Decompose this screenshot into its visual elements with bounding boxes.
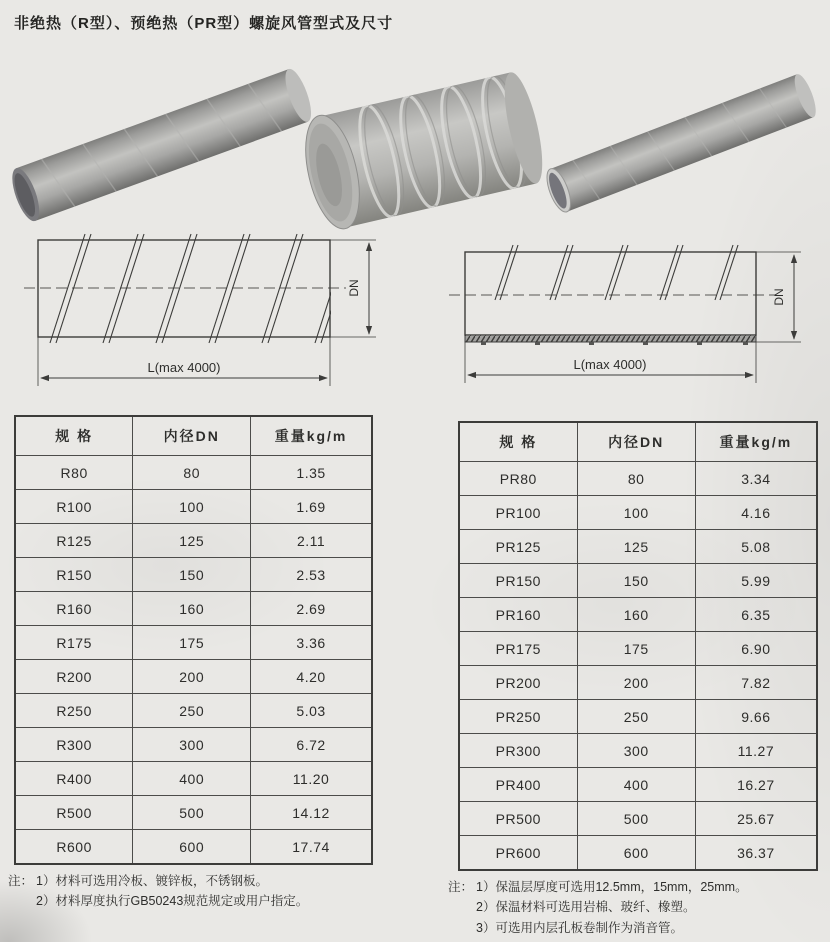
pr-notes [448,877,828,938]
dn-cell: 80 [133,456,251,490]
dn-cell: 500 [133,796,251,830]
table-row [15,830,372,865]
pr-spec-table [458,421,818,871]
r-spec-table [14,415,373,865]
col-header-dn: 内径DN [577,422,695,462]
table-row [15,626,372,660]
table-row [459,768,817,802]
col-header-weight: 重量kg/m [251,416,372,456]
table-row [459,734,817,768]
spec-cell: PR300 [459,734,577,768]
spec-cell: R400 [15,762,133,796]
dn-cell: 400 [133,762,251,796]
dn-cell: 125 [133,524,251,558]
spec-cell: PR80 [459,462,577,496]
spec-cell: PR150 [459,564,577,598]
spec-cell: PR125 [459,530,577,564]
weight-cell: 7.82 [695,666,817,700]
photo-spiral-duct-left [7,66,317,224]
r-spec-table-wrap [14,415,373,865]
dn-dimension-label: DN [347,279,361,297]
length-dimension-label: L(max 4000) [147,360,221,375]
table-row [459,598,817,632]
spec-cell: R80 [15,456,133,490]
table-row [459,462,817,496]
notes-label: 注： [448,880,474,894]
dn-cell: 300 [577,734,695,768]
note-line: 1）材料可选用冷板、镀锌板，不锈钢板。 [36,874,268,888]
note-line: 2）保温材料可选用岩棉、玻纤、橡塑。 [476,900,696,915]
weight-cell: 5.03 [251,694,372,728]
dn-cell: 250 [133,694,251,728]
spec-cell: PR200 [459,666,577,700]
weight-cell: 1.69 [251,490,372,524]
table-row [15,762,372,796]
note-line: 3）可选用内层孔板卷制作为消音管。 [476,920,683,935]
col-header-spec: 规 格 [15,416,133,456]
table-row [459,700,817,734]
r-duct-drawing [18,230,418,400]
dn-cell: 150 [577,564,695,598]
note-line: 1）保温层厚度可选用12.5mm，15mm，25mm。 [476,880,748,894]
table-row [459,564,817,598]
table-row [15,660,372,694]
weight-cell: 4.20 [251,660,372,694]
spec-cell: PR500 [459,802,577,836]
note-line: 2）材料厚度执行GB50243规范规定或用户指定。 [36,894,309,909]
table-row [459,530,817,564]
table-row [459,496,817,530]
length-dimension-label: L(max 4000) [573,357,647,372]
dn-cell: 100 [577,496,695,530]
header-row [15,416,372,456]
weight-cell: 16.27 [695,768,817,802]
dn-cell: 500 [577,802,695,836]
header-row [459,422,817,462]
spec-cell: PR600 [459,836,577,871]
weight-cell: 6.90 [695,632,817,666]
photo-spiral-duct-right [542,72,820,215]
weight-cell: 2.53 [251,558,372,592]
spec-cell: PR400 [459,768,577,802]
weight-cell: 5.99 [695,564,817,598]
spec-cell: R160 [15,592,133,626]
col-header-weight: 重量kg/m [695,422,817,462]
weight-cell: 5.08 [695,530,817,564]
spec-cell: R175 [15,626,133,660]
table-row [459,802,817,836]
notes-label: 注： [8,874,34,888]
weight-cell: 25.67 [695,802,817,836]
weight-cell: 36.37 [695,836,817,871]
table-row [15,490,372,524]
table-row [15,456,372,490]
dn-cell: 160 [133,592,251,626]
weight-cell: 6.35 [695,598,817,632]
spec-cell: R500 [15,796,133,830]
table-row [15,796,372,830]
table-row [459,666,817,700]
dn-cell: 80 [577,462,695,496]
table-row [459,632,817,666]
dn-cell: 600 [133,830,251,865]
dn-cell: 175 [577,632,695,666]
weight-cell: 1.35 [251,456,372,490]
spec-cell: PR175 [459,632,577,666]
dn-cell: 125 [577,530,695,564]
dn-cell: 150 [133,558,251,592]
spec-cell: R600 [15,830,133,865]
weight-cell: 4.16 [695,496,817,530]
col-header-dn: 内径DN [133,416,251,456]
dn-cell: 300 [133,728,251,762]
weight-cell: 3.36 [251,626,372,660]
spec-cell: R250 [15,694,133,728]
dn-cell: 250 [577,700,695,734]
table-row [15,524,372,558]
spec-cell: PR250 [459,700,577,734]
page-title: 非绝热（R型）、预绝热（PR型）螺旋风管型式及尺寸 [14,15,394,32]
weight-cell: 17.74 [251,830,372,865]
dn-cell: 400 [577,768,695,802]
table-row [15,592,372,626]
table-row [459,836,817,871]
weight-cell: 2.69 [251,592,372,626]
spec-cell: R200 [15,660,133,694]
weight-cell: 2.11 [251,524,372,558]
dn-cell: 200 [577,666,695,700]
dn-cell: 100 [133,490,251,524]
r-notes [8,871,428,912]
weight-cell: 9.66 [695,700,817,734]
weight-cell: 11.27 [695,734,817,768]
dn-cell: 160 [577,598,695,632]
photo-insulated-duct-middle [296,68,550,234]
weight-cell: 14.12 [251,796,372,830]
spec-cell: PR100 [459,496,577,530]
product-photos [0,50,830,236]
spec-cell: R300 [15,728,133,762]
col-header-spec: 规 格 [459,422,577,462]
pr-duct-drawing [445,240,830,388]
dn-cell: 200 [133,660,251,694]
weight-cell: 11.20 [251,762,372,796]
spec-cell: R100 [15,490,133,524]
dn-cell: 600 [577,836,695,871]
weight-cell: 3.34 [695,462,817,496]
pr-spec-table-wrap [458,421,818,871]
spec-cell: R125 [15,524,133,558]
table-row [15,558,372,592]
dn-dimension-label: DN [772,288,786,306]
weight-cell: 6.72 [251,728,372,762]
table-row [15,694,372,728]
table-row [15,728,372,762]
dn-cell: 175 [133,626,251,660]
spec-cell: R150 [15,558,133,592]
spec-cell: PR160 [459,598,577,632]
